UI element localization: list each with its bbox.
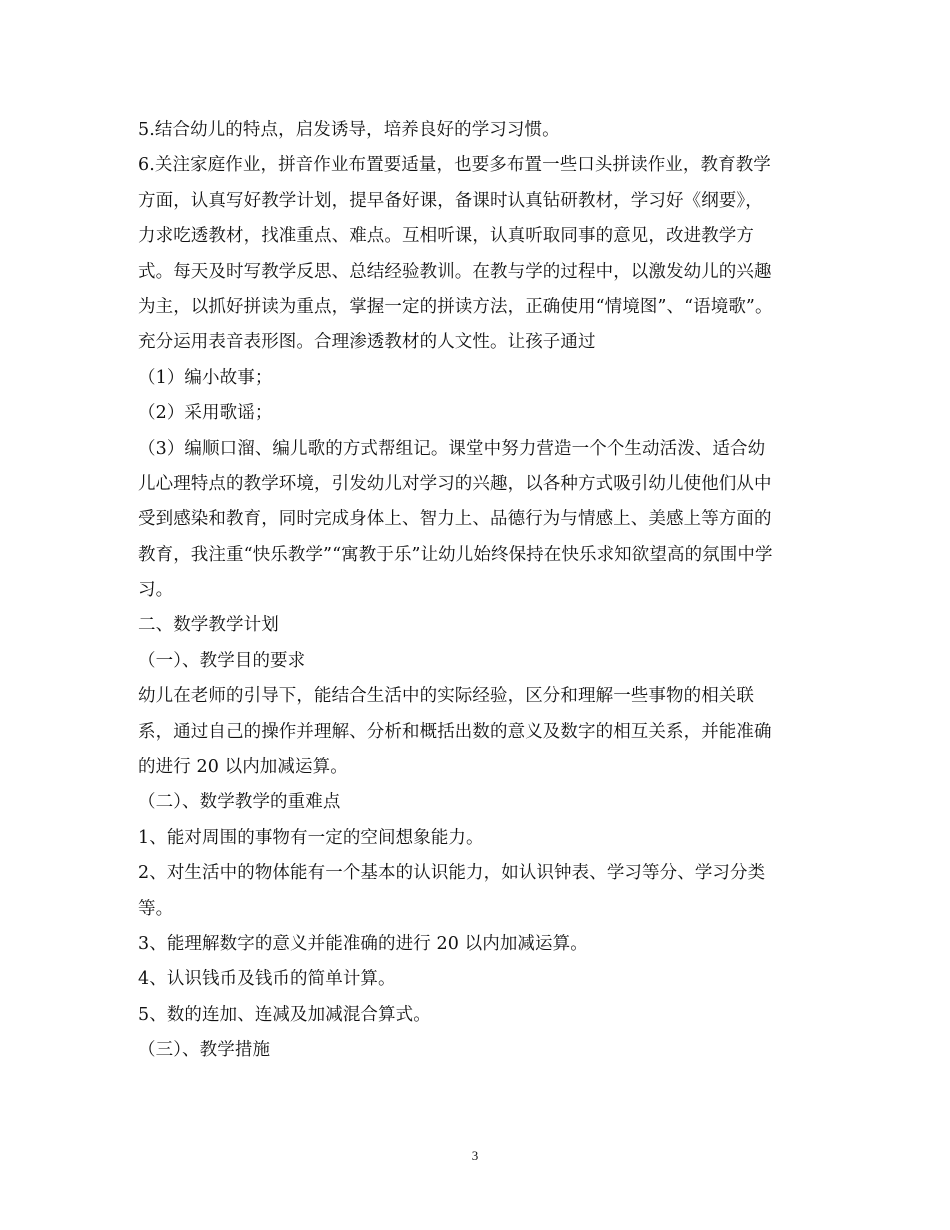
subsection-heading: （一）、教学目的要求	[138, 650, 306, 671]
text-line: 充分运用表音表形图。合理渗透教材的人文性。让孩子通过	[138, 332, 596, 353]
text-line: 习。	[138, 580, 174, 601]
list-item: 2、对生活中的物体能有一个基本的认识能力，如认识钟表、学习等分、学习分类	[138, 863, 766, 884]
section-heading: 二、数学教学计划	[138, 615, 279, 636]
text-line: 系，通过自己的操作并理解、分析和概括出数的意义及数字的相互关系，并能准确	[138, 721, 772, 742]
list-item: （1）编小故事；	[138, 367, 273, 388]
subsection-heading: （二）、数学教学的重难点	[138, 792, 341, 813]
text-line: 6.关注家庭作业，拼音作业布置要适量，也要多布置一些口头拼读作业，教育教学	[138, 155, 771, 176]
text-line: 受到感染和教育，同时完成身体上、智力上、品德行为与情感上、美感上等方面的	[138, 509, 772, 530]
list-item: （3）编顺口溜、编儿歌的方式帮组记。课堂中努力营造一个个生动活泼、适合幼	[138, 438, 766, 459]
page-number: 3	[471, 1148, 479, 1163]
text-line: 等。	[138, 898, 174, 919]
list-item: 5、数的连加、连减及加减混合算式。	[138, 1004, 431, 1025]
text-line: 方面，认真写好教学计划，提早备好课，备课时认真钻研教材，学习好《纲要》，	[138, 190, 763, 211]
text-line: 儿心理特点的教学环境，引发幼儿对学习的兴趣，以各种方式吸引幼儿使他们从中	[138, 473, 772, 494]
document-body	[138, 113, 818, 1069]
list-item: 3、能理解数字的意义并能准确的进行 20 以内加减运算。	[138, 933, 588, 954]
text-line: 式。每天及时写教学反思、总结经验教训。在教与学的过程中，以激发幼儿的兴趣	[138, 261, 772, 282]
text-line: 5.结合幼儿的特点，启发诱导，培养良好的学习习惯。	[138, 120, 560, 140]
text-line: 为主，以抓好拼读为重点，掌握一定的拼读方法，正确使用“情境图”、“语境歌”。	[138, 296, 773, 317]
list-item: 1、能对周围的事物有一定的空间想象能力。	[138, 827, 484, 848]
text-line: 幼儿在老师的引导下，能结合生活中的实际经验，区分和理解一些事物的相关联	[138, 686, 754, 707]
list-item: 4、认识钱币及钱币的简单计算。	[138, 969, 396, 990]
subsection-heading: （三）、教学措施	[138, 1040, 271, 1061]
text-line: 的进行 20 以内加减运算。	[138, 757, 348, 778]
text-line: 教育，我注重“快乐教学”“寓教于乐”让幼儿始终保持在快乐求知欲望高的氛围中学	[138, 544, 773, 565]
list-item: （2）采用歌谣；	[138, 403, 273, 424]
text-line: 力求吃透教材，找准重点、难点。互相听课，认真听取同事的意见，改进教学方	[138, 226, 754, 247]
